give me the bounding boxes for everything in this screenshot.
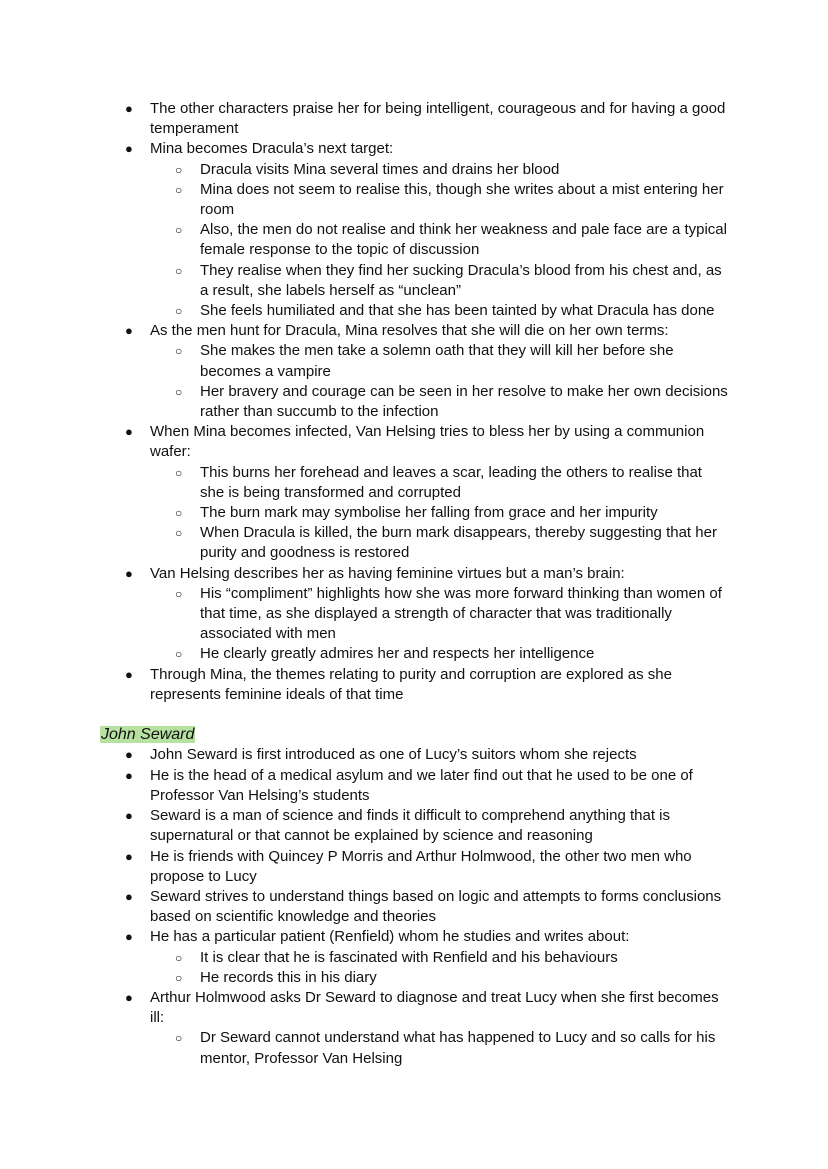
list-item bbox=[175, 463, 730, 503]
list-item bbox=[175, 301, 730, 321]
list-item-text: Mina becomes Dracula’s next target: bbox=[150, 140, 394, 158]
sub-bullet-icon: ○ bbox=[175, 263, 183, 278]
heading-text: John Seward bbox=[101, 726, 195, 744]
list-item-text: Her bravery and courage can be seen in her resolve to make her own decisions rather than succumb to the infection bbox=[200, 382, 728, 421]
list-item-text: He has a particular patient (Renfield) whom he studies and writes about: bbox=[150, 928, 630, 946]
list-item-text: Through Mina, the themes relating to purity and corruption are explored as she represents feminine ideals of that time bbox=[150, 665, 672, 703]
bullet-icon: ● bbox=[125, 888, 133, 904]
list-item bbox=[175, 180, 730, 220]
list-item bbox=[175, 341, 730, 381]
sub-bullet-icon: ○ bbox=[175, 950, 183, 965]
list-item-text: Dr Seward cannot understand what has happened to Lucy and so calls for his mentor, Professor Van Helsing bbox=[200, 1029, 716, 1067]
list-item-text: Dracula visits Mina several times and drains her blood bbox=[200, 160, 560, 178]
list-item-text: His “compliment” highlights how she was more forward thinking than women of that time, as she displayed a strength of character that was traditionally associated with men bbox=[200, 584, 722, 643]
list-item-text: Mina does not seem to realise this, though she writes about a mist entering her room bbox=[200, 180, 724, 219]
list-item bbox=[125, 321, 730, 341]
list-item-text: It is clear that he is fascinated with Renfield and his behaviours bbox=[200, 948, 618, 966]
document-page bbox=[0, 99, 828, 1069]
list-item-text: The other characters praise her for being intelligent, courageous and for having a good temperament bbox=[150, 100, 726, 138]
sub-bullet-icon: ○ bbox=[175, 384, 183, 399]
sub-bullet-icon: ○ bbox=[175, 182, 183, 197]
section-heading bbox=[100, 725, 828, 745]
list-item-text: When Dracula is killed, the burn mark disappears, thereby suggesting that her purity and goodness is restored bbox=[200, 524, 717, 562]
sub-bullet-icon: ○ bbox=[175, 344, 183, 359]
list-item bbox=[125, 806, 730, 846]
list-item-text: John Seward is first introduced as one of Lucy’s suitors whom she rejects bbox=[150, 746, 637, 764]
list-item-text: He clearly greatly admires her and respects her intelligence bbox=[200, 645, 595, 663]
sub-bullet-icon: ○ bbox=[175, 647, 183, 662]
list-item-text: He records this in his diary bbox=[200, 968, 377, 986]
list-item bbox=[125, 564, 730, 584]
list-item bbox=[175, 523, 730, 563]
list-item-text: Seward strives to understand things based on logic and attempts to forms conclusions based on scientific knowledge and theories bbox=[150, 887, 722, 926]
list-item bbox=[125, 988, 730, 1028]
sub-bullet-icon: ○ bbox=[175, 1031, 183, 1046]
bullet-icon: ● bbox=[125, 989, 133, 1005]
sub-bullet-icon: ○ bbox=[175, 465, 183, 480]
seward-bullet-list bbox=[0, 745, 828, 1068]
mina-bullet-list bbox=[0, 99, 828, 705]
bullet-icon: ● bbox=[125, 565, 133, 581]
bullet-icon: ● bbox=[125, 747, 133, 763]
bullet-icon: ● bbox=[125, 929, 133, 945]
list-item bbox=[175, 160, 730, 180]
list-item-text: They realise when they find her sucking Dracula’s blood from his chest and, as a result, she labels herself as “unclean” bbox=[200, 261, 722, 299]
list-item-text: Seward is a man of science and finds it difficult to comprehend anything that is supernatural or that cannot be explained by science and reasoning bbox=[150, 807, 671, 845]
list-item-text: When Mina becomes infected, Van Helsing tries to bless her by using a communion wafer: bbox=[150, 423, 705, 461]
list-item-text: This burns her forehead and leaves a scar, leading the others to realise that she is being transformed and corrupted bbox=[200, 463, 702, 501]
list-item bbox=[125, 422, 730, 462]
list-item bbox=[175, 968, 730, 988]
list-item bbox=[125, 847, 730, 887]
sub-bullet-icon: ○ bbox=[175, 586, 183, 601]
list-item-text: He is friends with Quincey P Morris and Arthur Holmwood, the other two men who propose to Lucy bbox=[150, 847, 692, 885]
bullet-icon: ● bbox=[125, 848, 133, 864]
list-item bbox=[125, 887, 730, 927]
bullet-icon: ● bbox=[125, 424, 133, 440]
bullet-icon: ● bbox=[125, 666, 133, 682]
blank-line bbox=[0, 705, 828, 725]
list-item bbox=[125, 766, 730, 806]
sub-bullet-icon: ○ bbox=[175, 304, 183, 319]
list-item-text: Arthur Holmwood asks Dr Seward to diagnose and treat Lucy when she first becomes ill: bbox=[150, 988, 719, 1027]
list-item-text: She feels humiliated and that she has been tainted by what Dracula has done bbox=[200, 302, 715, 320]
bullet-icon: ● bbox=[125, 141, 133, 157]
sub-bullet-icon: ○ bbox=[175, 526, 183, 541]
list-item bbox=[125, 927, 730, 947]
bullet-icon: ● bbox=[125, 767, 133, 783]
bullet-icon: ● bbox=[125, 323, 133, 339]
list-item-text: She makes the men take a solemn oath that they will kill her before she becomes a vampire bbox=[200, 342, 674, 380]
list-item bbox=[175, 644, 730, 664]
list-item bbox=[175, 220, 730, 260]
list-item-text: Van Helsing describes her as having feminine virtues but a man’s brain: bbox=[150, 564, 625, 582]
list-item bbox=[175, 261, 730, 301]
list-item bbox=[175, 1028, 730, 1068]
list-item bbox=[175, 503, 730, 523]
list-item-text: He is the head of a medical asylum and we later find out that he used to be one of Professor Van Helsing’s students bbox=[150, 766, 693, 804]
bullet-icon: ● bbox=[125, 808, 133, 824]
sub-bullet-icon: ○ bbox=[175, 506, 183, 521]
sub-bullet-icon: ○ bbox=[175, 162, 183, 177]
list-item bbox=[175, 584, 730, 645]
list-item bbox=[175, 382, 730, 422]
list-item-text: Also, the men do not realise and think her weakness and pale face are a typical female response to the topic of discussion bbox=[200, 221, 727, 259]
list-item-text: As the men hunt for Dracula, Mina resolves that she will die on her own terms: bbox=[150, 322, 669, 340]
list-item-text: The burn mark may symbolise her falling from grace and her impurity bbox=[200, 504, 658, 522]
list-item bbox=[125, 139, 730, 159]
list-item bbox=[125, 745, 730, 765]
sub-bullet-icon: ○ bbox=[175, 223, 183, 238]
list-item bbox=[125, 99, 730, 139]
bullet-icon: ● bbox=[125, 101, 133, 116]
sub-bullet-icon: ○ bbox=[175, 970, 183, 985]
list-item bbox=[175, 948, 730, 968]
list-item bbox=[125, 665, 730, 705]
